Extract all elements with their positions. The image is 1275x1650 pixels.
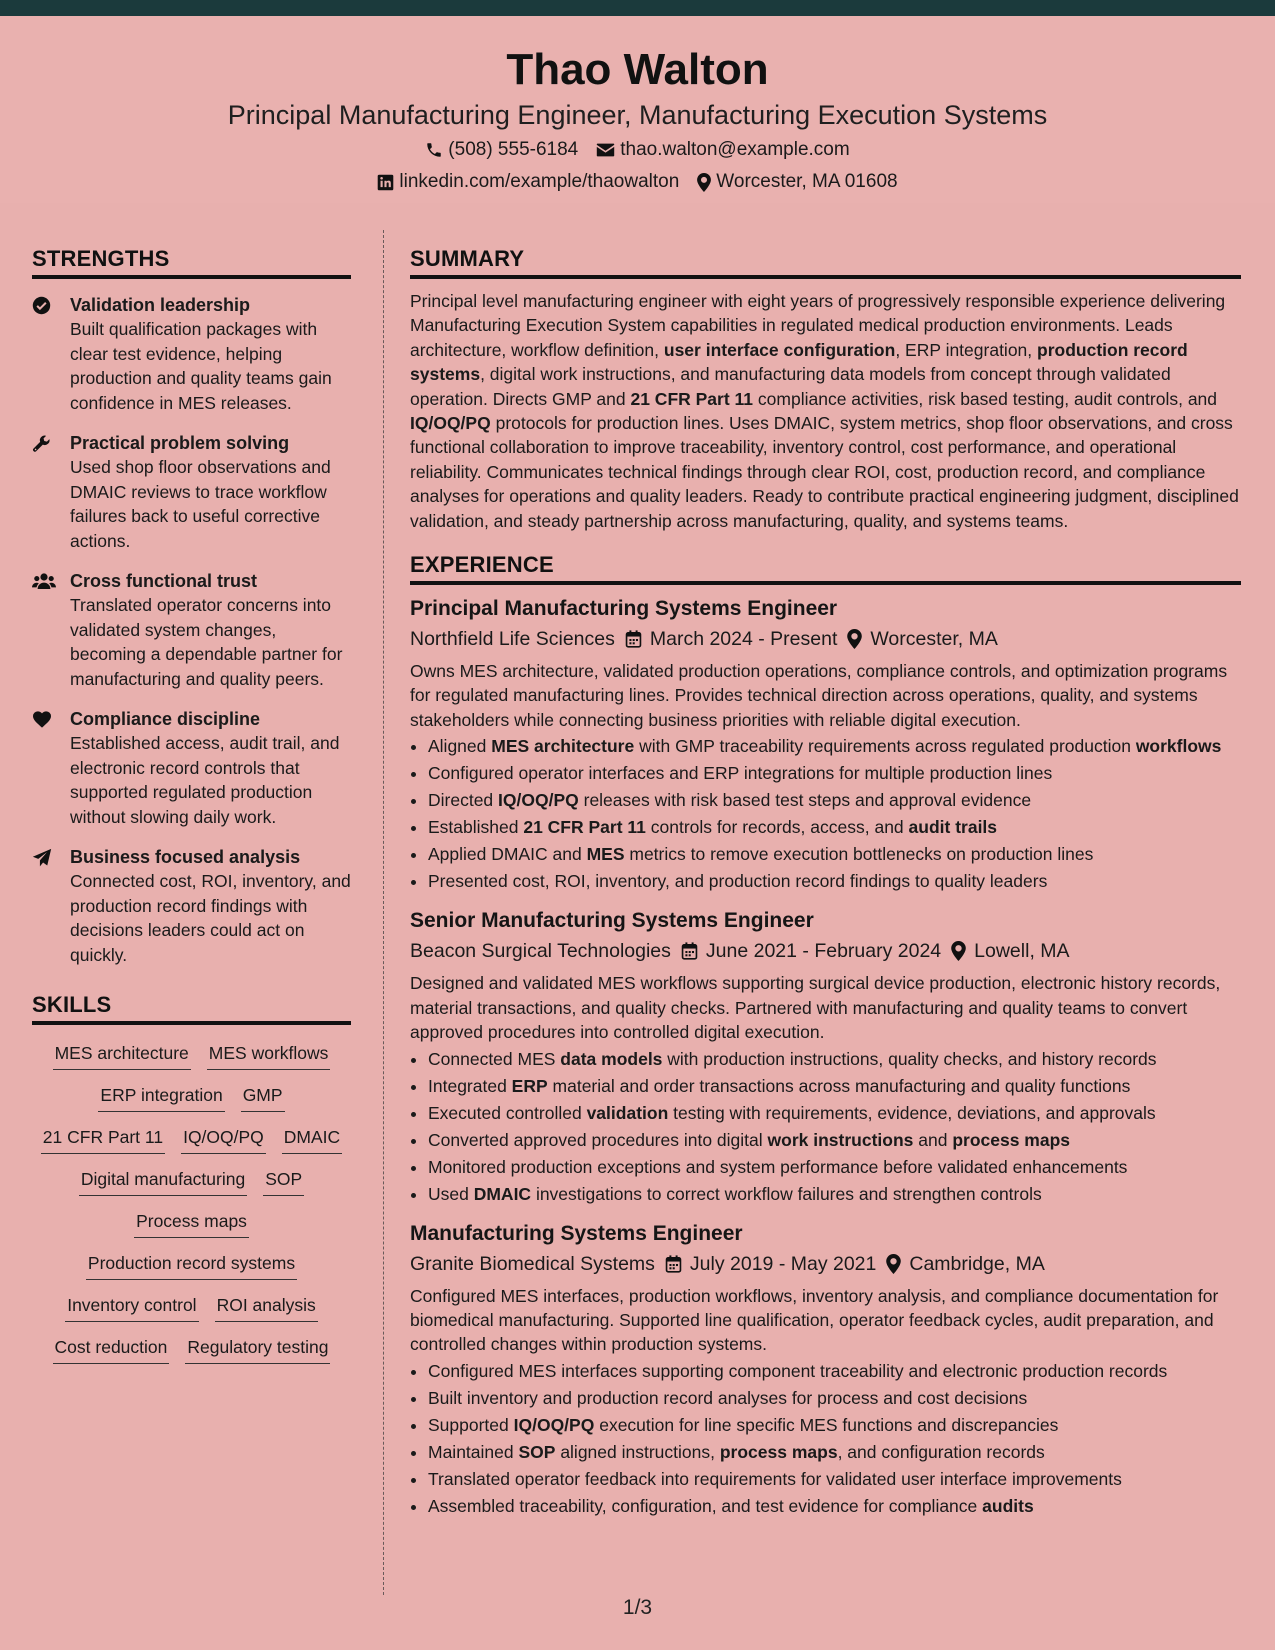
text-segment: Assembled traceability, configuration, and test evidence for compliance xyxy=(428,1495,983,1516)
experience-list xyxy=(410,595,1241,1518)
skill-tag: MES workflows xyxy=(207,1041,331,1070)
bullet-item xyxy=(428,1386,1241,1410)
strength-title: Practical problem solving xyxy=(70,433,290,453)
paper-plane-icon xyxy=(32,845,70,868)
job-description: Designed and validated MES workflows supporting surgical device production, electronic history records, material transactions, and quality checks. Partnered with manufacturing and quality teams to convert approved procedures into controlled digital execution. xyxy=(410,973,1221,1043)
calendar-icon xyxy=(625,630,642,648)
map-pin-icon xyxy=(886,1254,901,1274)
bullet-item xyxy=(428,788,1241,812)
text-segment: Translated operator feedback into requirements for validated user interface improvements xyxy=(428,1468,1122,1489)
experience-heading: EXPERIENCE xyxy=(410,551,1241,585)
bullet-item xyxy=(428,869,1241,893)
strength-item xyxy=(32,845,351,967)
bullet-item xyxy=(428,842,1241,866)
bold-keyword: DMAIC xyxy=(473,1183,532,1204)
job-title: Manufacturing Systems Engineer xyxy=(410,1221,743,1245)
text-segment: Configured MES interfaces supporting component traceability and electronic production records xyxy=(428,1360,1168,1381)
text-segment: controls for records, access, and xyxy=(645,817,909,838)
skill-row xyxy=(32,1335,351,1364)
text-segment: Supported xyxy=(428,1414,514,1435)
skill-row xyxy=(32,1083,351,1112)
phone-icon xyxy=(425,141,443,159)
contact-row-2 xyxy=(0,170,1275,194)
bullet-item xyxy=(428,1155,1241,1179)
text-segment: Configured operator interfaces and ERP integrations for multiple production lines xyxy=(428,763,1053,784)
map-pin-icon xyxy=(951,941,966,961)
linkedin-url[interactable]: linkedin.com/example/thaowalton xyxy=(399,171,680,192)
job-location xyxy=(951,937,1069,965)
phone-contact xyxy=(425,138,578,162)
bold-keyword: IQ/OQ/PQ xyxy=(410,413,491,434)
strength-description: Used shop floor observations and DMAIC reviews to trace workflow failures back to useful corrective actions. xyxy=(70,457,331,551)
calendar-icon xyxy=(665,1255,682,1273)
location-contact xyxy=(697,170,897,194)
text-segment: with production instructions, quality checks, and history records xyxy=(662,1048,1157,1069)
text-segment: Principal level manufacturing engineer with eight years of progressively responsible experience delivering Manufacturing Execution System capabilities in regulated medical production environments. Leads architecture, workflow definition, xyxy=(410,291,1226,360)
map-pin-icon xyxy=(847,629,862,649)
strengths-list xyxy=(32,293,351,967)
heart-icon xyxy=(32,707,70,728)
address: Worcester, MA 01608 xyxy=(716,171,898,192)
job-title: Senior Manufacturing Systems Engineer xyxy=(410,909,814,933)
skill-row xyxy=(32,1251,351,1280)
skill-row xyxy=(32,1041,351,1070)
skill-tag: Production record systems xyxy=(86,1251,297,1280)
job-location xyxy=(847,625,998,653)
job-bullets xyxy=(410,1359,1241,1518)
top-accent-bar xyxy=(0,0,1275,16)
bullet-item xyxy=(428,1359,1241,1383)
left-column xyxy=(32,245,351,1377)
bold-keyword: MES xyxy=(586,844,625,865)
bullet-item xyxy=(428,815,1241,839)
text-segment: investigations to correct workflow failures and strengthen controls xyxy=(531,1183,1042,1204)
bold-keyword: user interface configuration xyxy=(663,339,896,360)
text-segment: Aligned xyxy=(428,736,492,757)
text-segment: Established xyxy=(428,817,524,838)
bold-keyword: process maps xyxy=(952,1129,1071,1150)
strength-item xyxy=(32,293,351,415)
text-segment: Maintained xyxy=(428,1441,519,1462)
summary-heading: SUMMARY xyxy=(410,245,1241,279)
check-circle-icon xyxy=(32,293,70,315)
text-segment: , and configuration records xyxy=(837,1441,1045,1462)
job-entry xyxy=(410,595,1241,893)
company-name: Beacon Surgical Technologies xyxy=(410,940,671,963)
bold-keyword: IQ/OQ/PQ xyxy=(498,790,579,811)
location-text: Cambridge, MA xyxy=(909,1252,1045,1275)
job-entry xyxy=(410,1220,1241,1518)
bullet-item xyxy=(428,1101,1241,1125)
skill-tag: SOP xyxy=(263,1167,304,1196)
skill-tag: ROI analysis xyxy=(215,1293,318,1322)
text-segment: Converted approved procedures into digital xyxy=(428,1129,768,1150)
bold-keyword: ERP xyxy=(511,1075,548,1096)
bold-keyword: 21 CFR Part 11 xyxy=(523,817,646,838)
skills-list xyxy=(32,1041,351,1364)
company-name: Granite Biomedical Systems xyxy=(410,1252,655,1275)
skill-tag: GMP xyxy=(241,1083,285,1112)
text-segment: Built inventory and production record analyses for process and cost decisions xyxy=(428,1387,1028,1408)
bold-keyword: workflows xyxy=(1135,736,1222,757)
bold-keyword: SOP xyxy=(518,1441,556,1462)
bold-keyword: IQ/OQ/PQ xyxy=(513,1414,595,1435)
text-segment: and xyxy=(913,1129,953,1150)
skill-tag: Process maps xyxy=(134,1209,249,1238)
skills-heading: SKILLS xyxy=(32,991,351,1025)
skill-row xyxy=(32,1125,351,1154)
text-segment: Presented cost, ROI, inventory, and production record findings to quality leaders xyxy=(428,871,1048,892)
right-column xyxy=(410,245,1241,1532)
job-meta xyxy=(410,1250,1241,1278)
page-number: 1/3 xyxy=(622,1596,653,1619)
date-range: March 2024 - Present xyxy=(649,628,838,651)
text-segment: , digital work instructions, and manufacturing data models from concept through validated operation. Directs GMP and xyxy=(410,364,1171,409)
text-segment: , ERP integration, xyxy=(895,339,1038,360)
bullet-item xyxy=(428,1494,1241,1518)
skill-row xyxy=(32,1209,351,1238)
linkedin-icon xyxy=(377,174,394,191)
skill-tag: Inventory control xyxy=(65,1293,198,1322)
skill-tag: Cost reduction xyxy=(53,1335,170,1364)
bullet-item xyxy=(428,1182,1241,1206)
bold-keyword: production record systems xyxy=(410,339,1188,385)
skill-tag: MES architecture xyxy=(53,1041,191,1070)
bullet-item xyxy=(428,734,1241,758)
email-address[interactable]: thao.walton@example.com xyxy=(620,139,850,160)
text-segment: execution for line specific MES functions and discrepancies xyxy=(594,1414,1059,1435)
text-segment: material and order transactions across manufacturing and quality functions xyxy=(547,1075,1131,1096)
job-meta xyxy=(410,937,1241,965)
bullet-item xyxy=(428,761,1241,785)
strength-item xyxy=(32,569,351,691)
strength-title: Compliance discipline xyxy=(70,709,261,729)
person-name: Thao Walton xyxy=(506,45,769,94)
bold-keyword: 21 CFR Part 11 xyxy=(630,388,754,409)
bullet-item xyxy=(428,1128,1241,1152)
resume-header xyxy=(0,16,1275,203)
envelope-icon xyxy=(596,142,615,158)
text-segment: Monitored production exceptions and system performance before validated enhancements xyxy=(428,1156,1128,1177)
column-divider xyxy=(383,230,384,1595)
job-dates xyxy=(681,937,941,965)
calendar-icon xyxy=(681,942,698,960)
summary-text xyxy=(410,289,1241,533)
skill-row xyxy=(32,1167,351,1196)
strength-title: Cross functional trust xyxy=(70,571,258,591)
bold-keyword: validation xyxy=(586,1102,669,1123)
text-segment: with GMP traceability requirements across regulated production xyxy=(634,736,1136,757)
bold-keyword: audit trails xyxy=(908,817,998,838)
phone-number: (508) 555-6184 xyxy=(448,139,579,160)
wrench-icon xyxy=(32,431,70,453)
company-name: Northfield Life Sciences xyxy=(410,628,615,651)
strength-item xyxy=(32,431,351,553)
text-segment: Directed xyxy=(428,790,499,811)
text-segment: aligned instructions, xyxy=(555,1441,720,1462)
skill-row xyxy=(32,1293,351,1322)
skill-tag: ERP integration xyxy=(98,1083,224,1112)
bullet-item xyxy=(428,1413,1241,1437)
skill-tag: Regulatory testing xyxy=(185,1335,330,1364)
skill-tag: DMAIC xyxy=(282,1125,342,1154)
job-dates xyxy=(625,625,838,653)
skill-tag: Digital manufacturing xyxy=(79,1167,247,1196)
strength-description: Translated operator concerns into validated system changes, becoming a dependable partner for manufacturing and quality peers. xyxy=(70,595,343,689)
map-pin-icon xyxy=(697,173,711,192)
users-icon xyxy=(32,569,70,590)
bullet-item xyxy=(428,1467,1241,1491)
bullet-item xyxy=(428,1047,1241,1071)
text-segment: testing with requirements, evidence, deviations, and approvals xyxy=(668,1102,1156,1123)
job-dates xyxy=(665,1250,876,1278)
date-range: June 2021 - February 2024 xyxy=(705,940,942,963)
job-description: Owns MES architecture, validated production operations, compliance controls, and optimization programs for regulated manufacturing lines. Provides technical direction across operations, quality, and systems stakeholders while connecting business priorities with reliable digital execution. xyxy=(410,661,1228,730)
bold-keyword: MES architecture xyxy=(491,736,635,757)
strength-description: Established access, audit trail, and electronic record controls that supported regulated production without slowing daily work. xyxy=(70,733,340,827)
text-segment: protocols for production lines. Uses DMAIC, system metrics, shop floor observations, and cross functional collaboration to improve traceability, inventory control, cost performance, and operational reliability. Communicates technical findings through clear ROI, cost, production record, and compliance analyses for operations and quality leaders. Ready to contribute practical engineering judgment, disciplined validation, and steady partnership across manufacturing, quality, and systems teams. xyxy=(410,413,1239,531)
bold-keyword: work instructions xyxy=(767,1129,914,1150)
bold-keyword: process maps xyxy=(719,1441,838,1462)
linkedin-contact[interactable] xyxy=(377,170,679,194)
job-title: Principal Manufacturing Systems Engineer xyxy=(410,597,838,621)
strengths-heading: STRENGTHS xyxy=(32,245,351,279)
strength-description: Built qualification packages with clear test evidence, helping production and quality teams gain confidence in MES releases. xyxy=(70,319,332,413)
job-headline: Principal Manufacturing Engineer, Manufacturing Execution Systems xyxy=(227,100,1048,130)
bullet-item xyxy=(428,1440,1241,1464)
text-segment: releases with risk based test steps and approval evidence xyxy=(578,790,1032,811)
strength-description: Connected cost, ROI, inventory, and production record findings with decisions leaders could act on quickly. xyxy=(70,871,351,965)
job-location xyxy=(886,1250,1044,1278)
text-segment: compliance activities, risk based testing, audit controls, and xyxy=(753,388,1218,409)
email-contact[interactable] xyxy=(596,138,849,162)
strength-item xyxy=(32,707,351,829)
bullet-item xyxy=(428,1074,1241,1098)
text-segment: metrics to remove execution bottlenecks on production lines xyxy=(624,844,1094,865)
skill-tag: 21 CFR Part 11 xyxy=(41,1125,165,1154)
skill-tag: IQ/OQ/PQ xyxy=(181,1125,266,1154)
location-text: Lowell, MA xyxy=(974,940,1070,963)
text-segment: Used xyxy=(428,1183,474,1204)
strength-title: Business focused analysis xyxy=(70,847,301,867)
text-segment: Applied DMAIC and xyxy=(428,844,587,865)
date-range: July 2019 - May 2021 xyxy=(689,1252,877,1275)
strength-title: Validation leadership xyxy=(70,295,251,315)
job-description: Configured MES interfaces, production workflows, inventory analysis, and compliance documentation for biomedical manufacturing. Supported line qualification, operator feedback cycles, audit preparation, and controlled changes within production systems. xyxy=(410,1285,1219,1355)
text-segment: Connected MES xyxy=(428,1048,561,1069)
job-bullets xyxy=(410,734,1241,893)
contact-row-1 xyxy=(0,138,1275,162)
bold-keyword: data models xyxy=(560,1048,663,1069)
text-segment: Integrated xyxy=(428,1075,512,1096)
job-meta xyxy=(410,625,1241,653)
job-entry xyxy=(410,907,1241,1205)
text-segment: Executed controlled xyxy=(428,1102,587,1123)
location-text: Worcester, MA xyxy=(870,628,998,651)
bold-keyword: audits xyxy=(982,1495,1034,1516)
job-bullets xyxy=(410,1047,1241,1206)
